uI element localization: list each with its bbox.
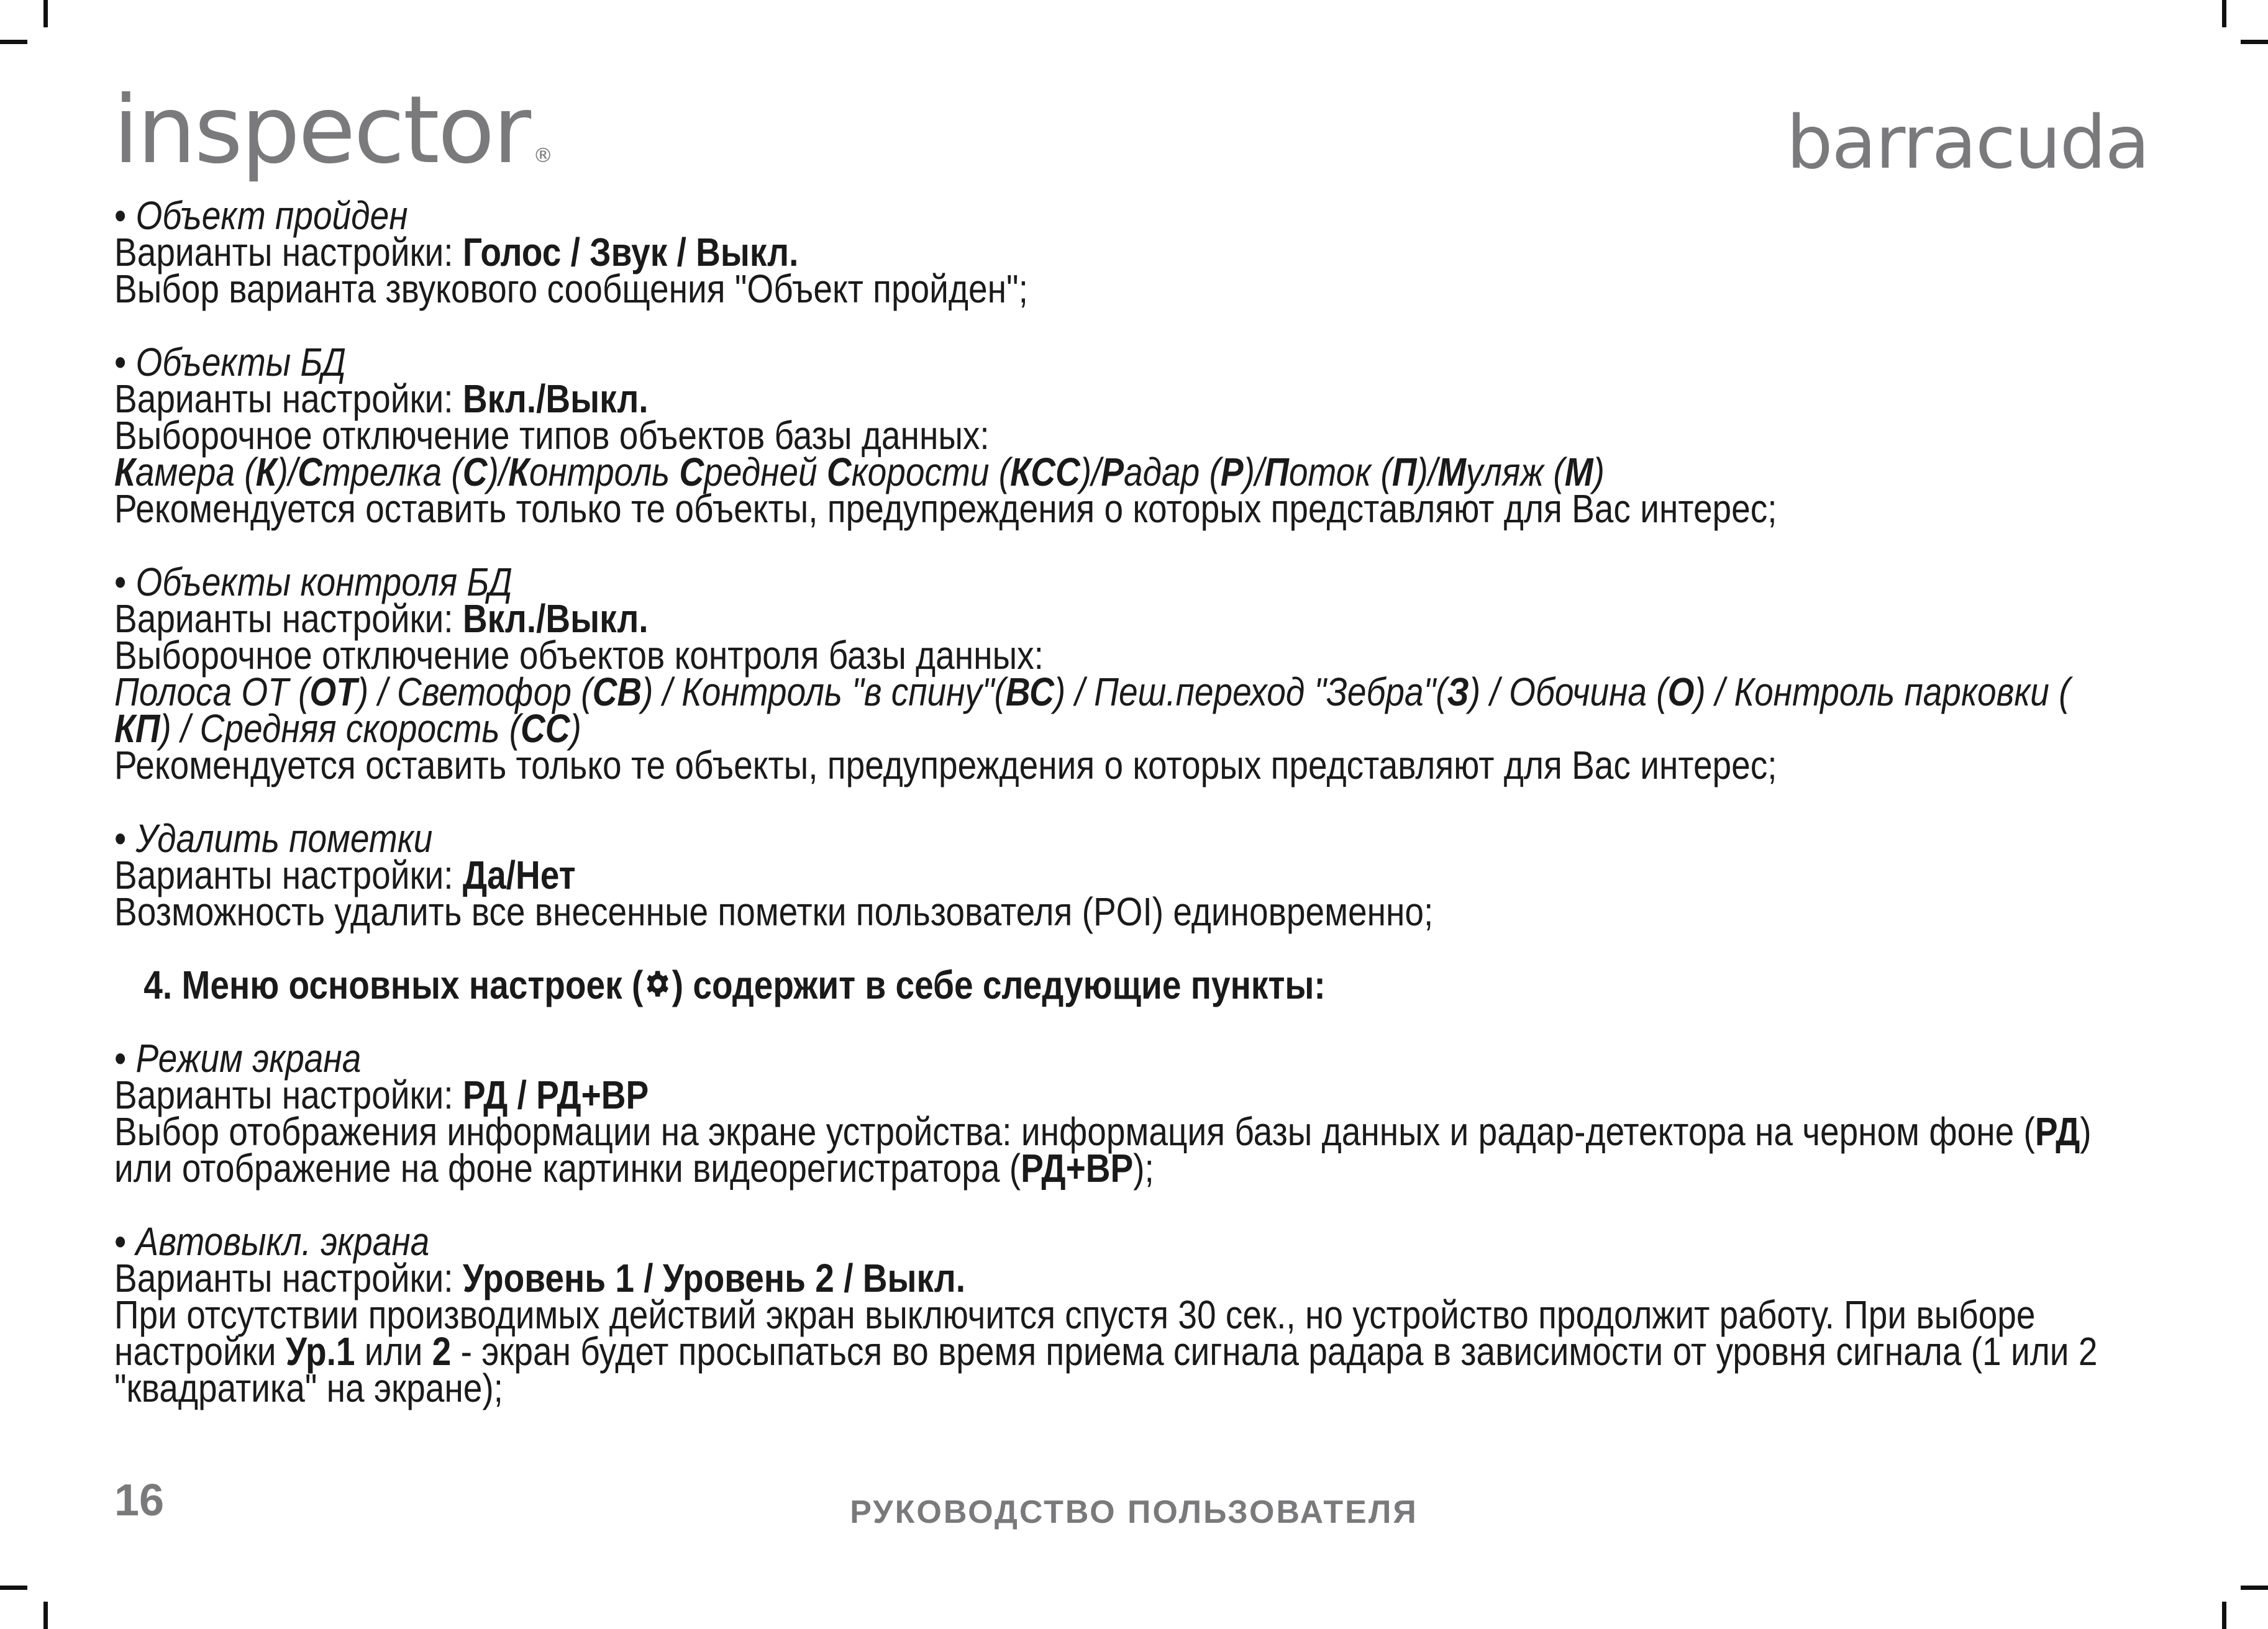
options-label: Варианты настройки: xyxy=(114,1073,463,1117)
section-title-text: Объекты БД xyxy=(135,340,346,384)
inspector-logo-text: inspector xyxy=(113,76,530,184)
db-type-flow: Поток (П)/ xyxy=(1264,450,1438,494)
bullet: • xyxy=(114,193,127,238)
bullet: • xyxy=(114,1036,127,1081)
section-screen-mode xyxy=(114,1036,2149,1191)
control-item-rear: Контроль "в спину"(ВС) / xyxy=(681,669,1095,714)
db-type-dummy: Муляж (М) xyxy=(1437,450,1605,494)
page-content xyxy=(114,193,2098,1443)
crop-mark-top-left-h xyxy=(0,40,27,44)
section-title-text: Автовыкл. экрана xyxy=(135,1219,430,1264)
section-description: Выбор отображения информации на экране устройства: информация базы данных и радар-детектора на черном фоне (РД) или отображение на фоне картинки видеорегистратора (РД+ВР); xyxy=(114,1109,2092,1191)
options-label: Варианты настройки: xyxy=(114,376,463,421)
options-line xyxy=(114,376,2149,421)
options-line xyxy=(114,1073,2149,1117)
bullet: • xyxy=(114,340,127,384)
db-type-camera: Камера (К)/ xyxy=(114,450,298,494)
section-object-passed xyxy=(114,193,2149,311)
crop-mark-bottom-right-h xyxy=(2241,1586,2268,1590)
section-recommendation: Рекомендуется оставить только те объекты, предупреждения о которых представляют для Вас интерес; xyxy=(114,486,1777,531)
section-title xyxy=(114,340,2149,384)
section-description: При отсутствии производимых действий экран выключится спустя 30 сек., но устройство продолжит работу. При выборе настройки Ур.1 или 2 - экран будет просыпаться во время приема сигнала радара в зависимости от уровня сигнала (1 или 2 "квадратика" на экране); xyxy=(114,1292,2098,1410)
options-value: Да/Нет xyxy=(462,853,576,897)
options-line xyxy=(114,853,2149,897)
control-item-crosswalk: Пеш.переход "Зебра"(З) / xyxy=(1094,669,1510,714)
section-title xyxy=(114,1219,2149,1264)
options-value: РД / РД+ВР xyxy=(462,1073,649,1117)
section-db-control-objects xyxy=(114,560,2149,787)
barracuda-logo: barracuda xyxy=(1786,99,2149,185)
options-value: Вкл./Выкл. xyxy=(462,376,649,421)
control-item-parking-abbr: КП) / xyxy=(114,706,200,751)
inspector-logo xyxy=(113,76,553,184)
crop-mark-bottom-left-h xyxy=(0,1586,27,1590)
control-item-traffic-light: Светофор (СВ) / xyxy=(397,669,682,714)
section-title-text: Удалить пометки xyxy=(135,816,433,861)
crop-mark-top-right-v xyxy=(2222,0,2226,27)
control-item-shoulder: Обочина (О) / xyxy=(1509,669,1734,714)
page-number: 16 xyxy=(114,1476,165,1525)
section-description: Выбор варианта звукового сообщения "Объект пройден"; xyxy=(114,266,1028,311)
section-db-objects xyxy=(114,340,2149,531)
control-object-list-line-2 xyxy=(114,706,2149,751)
options-label: Варианты настройки: xyxy=(114,230,463,275)
options-label: Варианты настройки: xyxy=(114,1256,463,1300)
section-title xyxy=(114,560,2149,604)
options-line xyxy=(114,230,2149,275)
section-screen-autooff xyxy=(114,1219,2149,1410)
control-item-parking: Контроль парковки ( xyxy=(1734,669,2070,714)
control-object-list-line-1 xyxy=(114,669,2149,714)
section-title xyxy=(114,816,2149,861)
bullet: • xyxy=(114,1219,127,1264)
section-recommendation: Рекомендуется оставить только те объекты, предупреждения о которых представляют для Вас интерес; xyxy=(114,743,1777,787)
options-value: Голос / Звук / Выкл. xyxy=(462,230,799,275)
section-description: Выборочное отключение объектов контроля базы данных: xyxy=(114,633,1044,678)
db-type-avg-speed: Контроль Средней Скорости (КСС)/ xyxy=(508,450,1101,494)
db-type-radar: Радар (Р)/ xyxy=(1101,450,1265,494)
registered-mark: ® xyxy=(533,143,553,167)
section-title xyxy=(114,1036,2149,1081)
bullet: • xyxy=(114,816,127,861)
section-title-text: Объекты контроля БД xyxy=(135,560,512,604)
gear-icon xyxy=(643,969,672,1002)
footer-title: РУКОВОДСТВО ПОЛЬЗОВАТЕЛЯ xyxy=(850,1494,1418,1530)
options-line xyxy=(114,596,2149,641)
control-item-lane: Полоса ОТ (ОТ) / xyxy=(114,669,398,714)
section-title-text: Объект пройден xyxy=(135,193,408,238)
section-delete-marks xyxy=(114,816,2149,934)
section-description: Выборочное отключение типов объектов базы данных: xyxy=(114,413,990,458)
crop-mark-top-right-h xyxy=(2241,40,2268,44)
section-title xyxy=(114,193,2149,238)
crop-mark-bottom-right-v xyxy=(2222,1602,2226,1629)
options-value: Вкл./Выкл. xyxy=(462,596,649,641)
db-object-types xyxy=(114,450,2149,494)
section-description: Возможность удалить все внесенные пометки пользователя (POI) единовременно; xyxy=(114,889,1434,934)
bullet: • xyxy=(114,560,127,604)
options-label: Варианты настройки: xyxy=(114,853,463,897)
crop-mark-bottom-left-v xyxy=(43,1602,48,1629)
main-settings-heading: 4. Меню основных настроек ( ) содержит в себе следующие пункты: xyxy=(143,963,1326,1007)
options-value: Уровень 1 / Уровень 2 / Выкл. xyxy=(462,1256,966,1300)
db-type-arrow: Стрелка (С)/ xyxy=(298,450,509,494)
crop-mark-top-left-v xyxy=(43,0,48,27)
options-line xyxy=(114,1256,2149,1300)
control-item-avg-speed: Средняя скорость (СС) xyxy=(199,706,581,751)
section-title-text: Режим экрана xyxy=(135,1036,362,1081)
options-label: Варианты настройки: xyxy=(114,596,463,641)
